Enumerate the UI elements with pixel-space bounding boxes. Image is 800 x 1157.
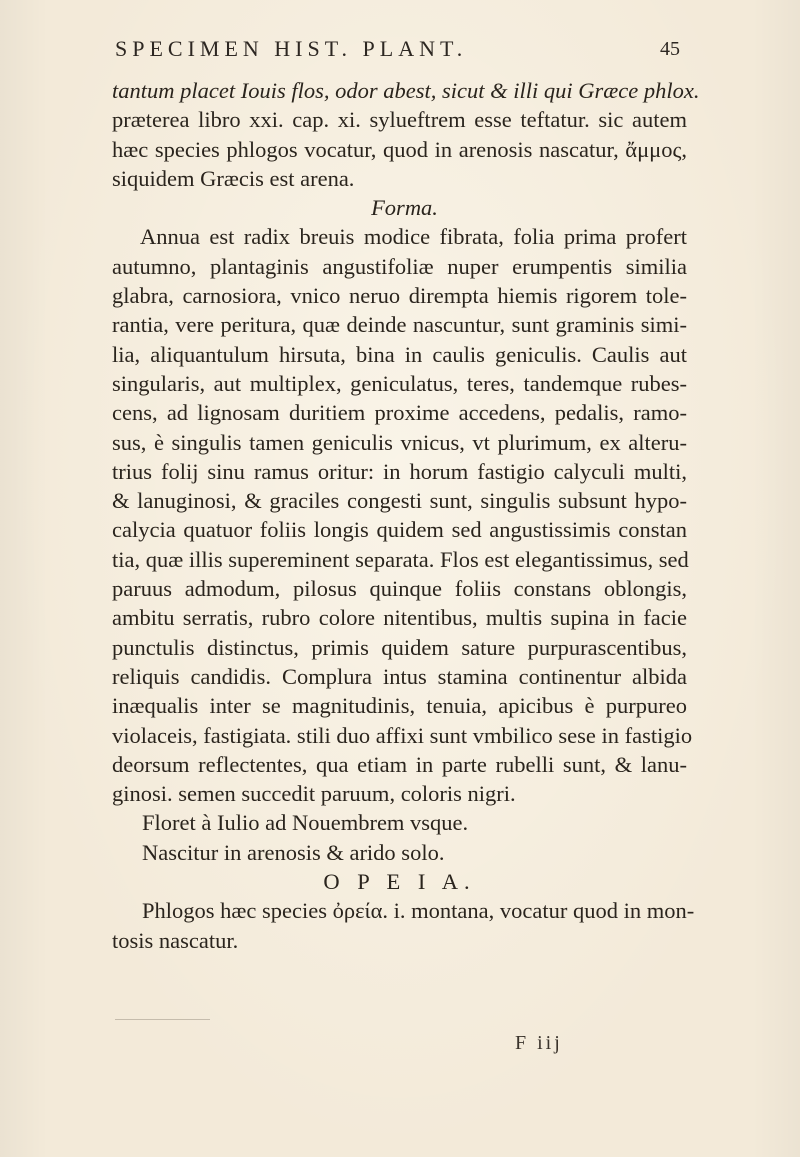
text-line: punctulis distinctus, primis quidem saturе purpurascentibus, <box>112 634 687 660</box>
text-line: tosis nascatur. <box>112 927 239 953</box>
text-line: Annua est radix breuis modice fibrata, folia prima profert <box>140 224 687 250</box>
text-line: ginosi. semen succedit paruum, coloris nigri. <box>112 781 516 807</box>
text-line: deorsum reflectentes, qua etiam in parte rubelli sunt, & lanu- <box>112 751 687 777</box>
text-line: tantum placet Iouis flos, odor abest, sicut & illi qui Græce phlox. <box>112 78 700 103</box>
text-line: autumno, plantaginis angustifoliæ nuper erumpentis similia <box>112 253 687 279</box>
text-line: lia, aliquantulum hirsuta, bina in caulis geniculis. Caulis aut <box>112 341 687 367</box>
text-line: Floret à Iulio ad Nouembrem vsque. <box>142 810 469 836</box>
text-line: tia, quæ illis supereminent separata. Flos est elegantissimus, sed <box>112 546 689 572</box>
body-text <box>112 76 700 955</box>
section-heading-forma: Forma. <box>371 195 438 221</box>
faint-rule <box>115 1019 210 1020</box>
text-line: ambitu serratis, rubro colore nitentibus, multis supina in facie <box>112 605 687 631</box>
text-line: hæc species phlogos vocatur, quod in arenosis nascatur, ἄμμος, <box>112 136 687 162</box>
text-line: calycia quatuor foliis longis quidem sed angustissimis constan <box>112 517 687 543</box>
signature-mark: F iij <box>515 1032 563 1054</box>
text-line: Phlogos hæc species ὀρεία. i. montana, vocatur quod in mon- <box>142 898 695 924</box>
section-heading-opeia: O P E I A. <box>323 869 476 895</box>
text-line: siquidem Græcis est arena. <box>112 165 355 191</box>
text-line: præterea libro xxi. cap. xi. sylueftrem esse teftatur. sic autem <box>112 107 687 133</box>
text-line: & lanuginosi, & graciles congesti sunt, singulis subsunt hypo- <box>112 488 687 514</box>
text-line: Nascitur in arenosis & arido solo. <box>142 839 445 865</box>
text-line: sus, è singulis tamen geniculis vnicus, vt plurimum, ex alteru- <box>112 429 687 455</box>
text-line: glabra, carnosiora, vnico neruo dirempta hiemis rigorem tole- <box>112 283 687 309</box>
text-line: reliquis candidis. Complura intus stamina continentur albida <box>112 663 687 689</box>
text-line: paruus admodum, pilosus quinque foliis constans oblongis, <box>112 576 687 602</box>
text-line: trius folij sinu ramus oritur: in horum fastigio calyculi multi, <box>112 458 687 484</box>
text-line: rantia, vere peritura, quæ deinde nascuntur, sunt graminis simi- <box>112 312 687 338</box>
page-number: 45 <box>660 38 680 60</box>
text-line: inæqualis inter se magnitudinis, tenuia, apicibus è purpureo <box>112 693 687 719</box>
running-head: SPECIMEN HIST. PLANT. <box>115 36 468 61</box>
text-line: violaceis, fastigiata. stili duo affixi sunt vmbilico sese in fastigio <box>112 722 693 748</box>
text-line: cens, ad lignosam duritiem proxime accedens, pedalis, ramo- <box>112 400 687 426</box>
page-header <box>115 36 680 68</box>
text-line: singularis, aut multiplex, geniculatus, teres, tandemque rubes- <box>112 370 687 396</box>
